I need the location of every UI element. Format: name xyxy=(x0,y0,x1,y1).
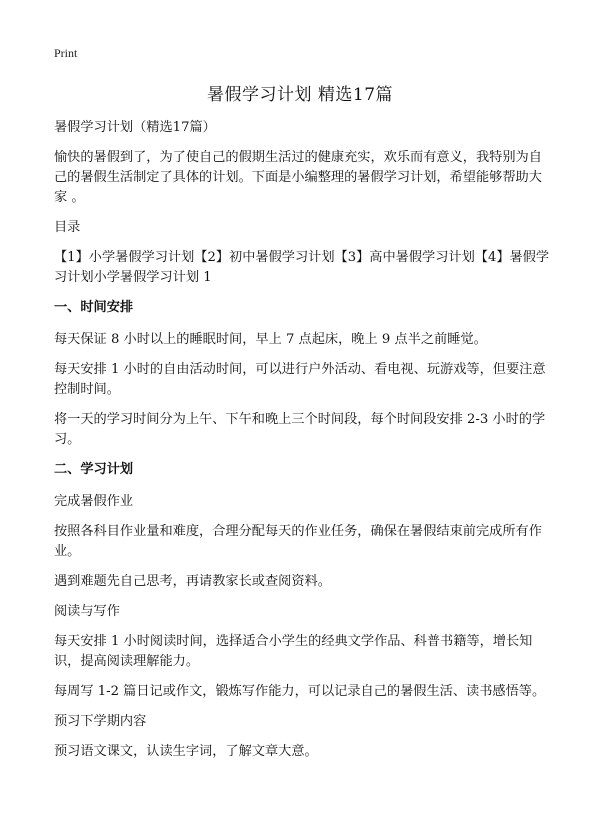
subheading-reading: 阅读与写作 xyxy=(54,604,120,619)
toc-text: 【1】小学暑假学习计划【2】初中暑假学习计划【3】高中暑假学习计划【4】暑假学习计划小学暑假学习计划 1 xyxy=(54,250,550,285)
page-title: 暑假学习计划 精选17篇 xyxy=(206,85,394,105)
section-heading-time: 一、时间安排 xyxy=(54,300,134,315)
paragraph: 遇到难题先自己思考，再请教家长或查阅资料。 xyxy=(54,574,331,589)
paragraph: 每天安排 1 小时的自由活动时间，可以进行户外活动、看电视、玩游戏等，但要注意控制时间。 xyxy=(54,362,546,397)
document-body xyxy=(54,118,554,772)
section-heading-study: 二、学习计划 xyxy=(54,462,134,477)
paragraph: 每周写 1-2 篇日记或作文，锻炼写作能力，可以记录自己的暑假生活、读书感悟等。 xyxy=(54,684,546,699)
paragraph: 每天安排 1 小时阅读时间，选择适合小学生的经典文学作品、科普书籍等，增长知识，提高阅读理解能力。 xyxy=(54,634,533,669)
toc-label: 目录 xyxy=(54,220,81,235)
paragraph: 每天保证 8 小时以上的睡眠时间，早上 7 点起床，晚上 9 点半之前睡觉。 xyxy=(54,332,487,347)
paragraph: 将一天的学习时间分为上午、下午和晚上三个时间段，每个时间段安排 2-3 小时的学习。 xyxy=(54,412,546,447)
subheading-homework: 完成暑假作业 xyxy=(54,494,134,509)
subheading-preview: 预习下学期内容 xyxy=(54,714,147,729)
paragraph: 按照各科目作业量和难度，合理分配每天的作业任务，确保在暑假结束前完成所有作业。 xyxy=(54,524,542,559)
paragraph: 预习语文课文，认读生字词，了解文章大意。 xyxy=(54,744,318,759)
print-label: Print xyxy=(54,46,78,60)
document-subtitle: 暑假学习计划（精选17篇） xyxy=(54,120,216,135)
intro-paragraph: 愉快的暑假到了，为了使自己的假期生活过的健康充实，欢乐而有意义，我特别为自己的暑假生活制定了具体的计划。下面是小编整理的暑假学习计划，希望能够帮助大家 。 xyxy=(54,150,542,205)
